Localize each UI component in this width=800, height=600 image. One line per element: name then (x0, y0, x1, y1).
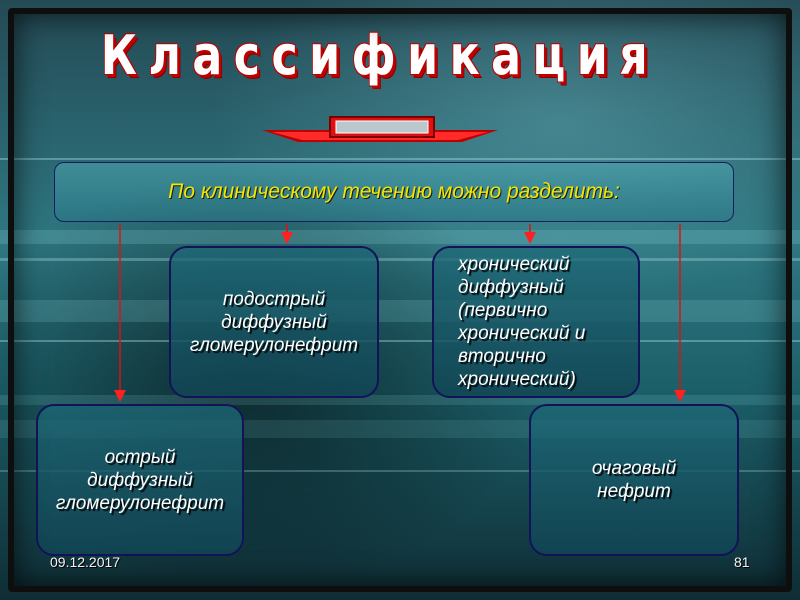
classification-header-text: По клиническому течению можно разделить: (168, 180, 620, 203)
decor-stripe (0, 300, 800, 322)
node-focal-label: очаговый нефрит (591, 458, 677, 502)
node-subacute-label: подострый диффузный гломерулонефрит (189, 288, 359, 356)
classification-header-box (54, 162, 734, 222)
decor-stripe (0, 340, 800, 342)
node-acute (36, 404, 244, 556)
node-chronic-label: хронический диффузный (первично хронический и вторично хронический) (458, 254, 586, 390)
decor-stripe (0, 158, 800, 160)
footer-date: 09.12.2017 (50, 554, 121, 570)
title-chevron-decoration (262, 116, 498, 146)
node-acute-label: острый диффузный гломерулонефрит (55, 446, 225, 514)
node-chronic (432, 246, 640, 398)
decor-stripe (0, 230, 800, 244)
decor-stripe (0, 258, 800, 261)
node-subacute (169, 246, 379, 398)
node-focal (529, 404, 739, 556)
slide-title: Классификация (100, 24, 660, 87)
footer-page-number: 81 (734, 554, 750, 570)
